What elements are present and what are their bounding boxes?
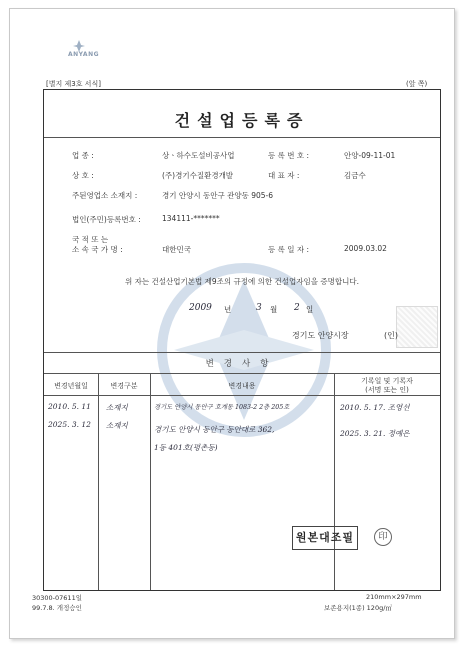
ceo-value: 김금수 <box>344 171 366 180</box>
col-header-recorder-sub: (서명 또는 인) <box>365 386 409 394</box>
company-label: 상 호 : <box>72 171 94 180</box>
change-1-recorder: 2010. 5. 17. 조영선 <box>340 403 410 412</box>
reg-date-label: 등 록 일 자 : <box>268 245 310 254</box>
corp-id-value: 134111-******* <box>162 214 220 223</box>
title-divider <box>44 137 440 138</box>
corp-id-label: 법인(주민)등록번호 : <box>72 215 141 224</box>
document-frame <box>9 8 455 639</box>
nationality-value: 대한민국 <box>162 245 191 254</box>
changes-section-title: 변경사항 <box>205 359 279 369</box>
industry-value: 상ㆍ하수도설비공사업 <box>162 151 235 160</box>
issue-year-unit: 년 <box>224 305 232 314</box>
seal-mark: (인) <box>384 331 398 340</box>
address-value: 경기 안양시 동안구 관양동 905-6 <box>162 191 274 200</box>
footer-paper-size: 210mm×297mm <box>366 593 422 601</box>
changes-top-border <box>44 352 440 353</box>
col-divider-3 <box>334 373 335 590</box>
change-2-date: 2025. 3. 12 <box>48 420 91 429</box>
issue-month: 3 <box>256 303 262 313</box>
col-divider-1 <box>98 373 99 590</box>
changes-title-divider <box>44 373 440 374</box>
col-header-recorder: 기록일 및 기록자 <box>361 377 413 385</box>
issue-month-unit: 월 <box>270 305 278 314</box>
change-2-type: 소재지 <box>106 421 128 430</box>
issue-day-unit: 일 <box>306 305 314 314</box>
change-1-type: 소재지 <box>106 403 128 412</box>
certificate-sheet <box>43 89 441 591</box>
change-2-recorder: 2025. 3. 21. 정예은 <box>340 429 410 438</box>
change-1-date: 2010. 5. 11 <box>48 402 91 411</box>
document-title: 건설업등록증 <box>174 111 310 130</box>
change-1-content: 경기도 안양시 동안구 호계동 1083-2 2층 205호 <box>154 404 290 411</box>
footer-form-code: 30300-07611일 <box>32 594 82 602</box>
col-header-content: 변경내용 <box>228 382 256 390</box>
address-label: 주된영업소 소재지 : <box>72 191 138 200</box>
reg-date-value: 2009.03.02 <box>344 244 387 253</box>
col-header-date: 변경년월일 <box>54 382 88 390</box>
change-3-content: 1동 401호(평촌동) <box>154 443 218 452</box>
city-logo-text: ANYANG <box>68 51 100 58</box>
nationality-label: 소 속 국 가 명 : <box>72 245 123 254</box>
company-value: (주)경기수질환경개발 <box>162 171 234 180</box>
reg-number-label: 등 록 번 호 : <box>268 151 310 160</box>
certification-text: 위 자는 건설산업기본법 제9조의 규정에 의한 건설업자임을 증명합니다. <box>125 277 359 286</box>
issue-day: 2 <box>294 303 300 313</box>
issuer-name: 경기도 안양시장 <box>292 331 349 340</box>
industry-label: 업 종 : <box>72 151 94 160</box>
change-2-content: 경기도 안양시 동안구 동안대로 362, <box>154 425 275 434</box>
col-divider-2 <box>150 373 151 590</box>
page-side: (앞 쪽) <box>406 80 428 88</box>
verification-seal: 印 <box>374 528 392 546</box>
footer-approval: 99.7.8. 개정승인 <box>32 604 82 612</box>
ceo-label: 대 표 자 : <box>268 171 300 180</box>
reg-number-value: 안양-09-11-01 <box>344 151 396 160</box>
nationality-label-top: 국 적 또 는 <box>72 235 109 244</box>
issue-year: 2009 <box>189 303 212 313</box>
watermark-emblem-icon <box>154 260 334 440</box>
col-header-type: 변경구분 <box>110 382 138 390</box>
original-verified-stamp: 원본대조필 <box>292 526 358 550</box>
form-number: [별지 제3호 서식] <box>46 80 101 88</box>
footer-paper-type: 보존용지(1종) 120g/㎡ <box>324 604 392 612</box>
changes-header-divider <box>44 395 440 396</box>
official-seal-stamp <box>396 306 438 348</box>
